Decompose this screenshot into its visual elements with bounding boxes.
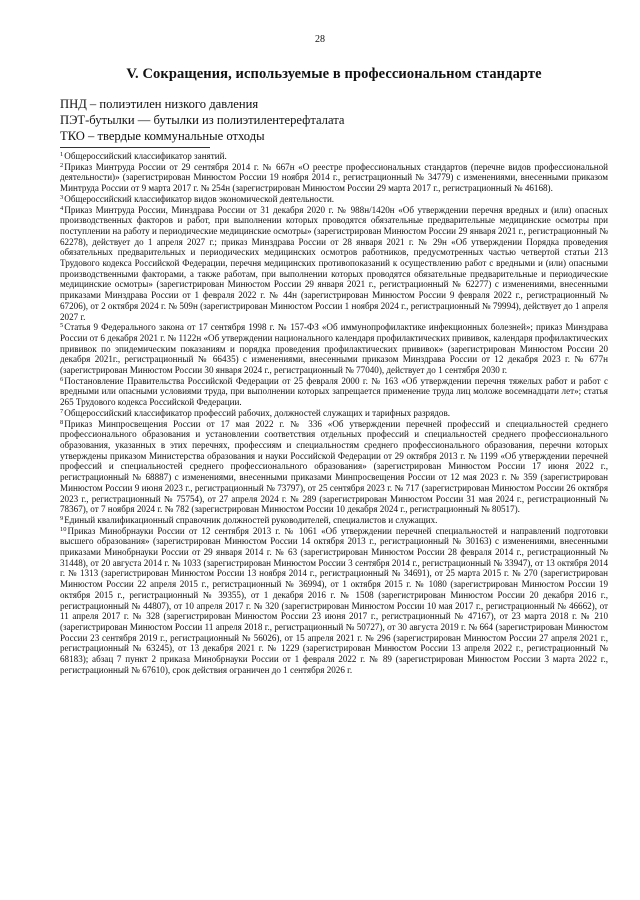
footnote — [60, 376, 608, 408]
footnote-text: Постановление Правительства Российской Федерации от 25 февраля 2000 г. № 163 «Об утверждении перечня тяжелых работ и работ с вредными или опасными условиями труда, при выполнении которых запрещается применение труда лиц моложе восемнадцати лет»; статья 265 Трудового кодекса Российской Федерации. — [60, 375, 608, 408]
footnote-text: Статья 9 Федерального закона от 17 сентября 1998 г. № 157-ФЗ «Об иммунопрофилактике инфекционных болезней»; приказ Минздрава России от 6 декабря 2021 г. № 1122н «Об утверждении национального календаря профилактических прививок, календаря профилактических прививок по эпидемическим показаниям и порядка проведения профилактических прививок» (зарегистрирован Минюстом России 20 декабря 2021г., регистрационный № 66435) с изменениями, внесенными приказом Минздрава России от 12 декабря 2023 г. № 677н (зарегистрирован Минюстом России 30 января 2024 г., регистрационный № 77040), действует до 1 сентября 2030 г. — [60, 322, 608, 376]
footnote-number: 6 — [60, 375, 64, 383]
footnotes — [60, 151, 608, 675]
abbreviation-item: ПЭТ-бутылки — бутылки из полиэтилентерефталата — [60, 113, 345, 127]
footnote-number: 9 — [60, 514, 64, 522]
footnote-number: 7 — [60, 407, 64, 415]
footnote-text: Приказ Минтруда России, Минздрава России от 31 декабря 2020 г. № 988н/1420н «Об утверждении перечня вредных и (или) опасных производственных факторов и работ, при выполнении которых проводятся обязательные предварительные медицинские осмотры при поступлении на работу и периодические медицинские осмотры» (зарегистрирован Минюстом России 29 января 2021 г., регистрационный № 62278), действует до 1 апреля 2027 г.; приказ Минздрава России от 28 января 2021 г. № 29н «Об утверждении Порядка проведения обязательных предварительных и периодических медицинских осмотров работников, предусмотренных частью четвертой статьи 213 Трудового кодекса Российской Федерации, перечня медицинских противопоказаний к осуществлению работ с вредными и (или) опасными производственными факторами, а также работам, при выполнении которых проводятся обязательные предварительные и периодические медицинские осмотры» (зарегистрирован Минюстом России 29 января 2021 г., регистрационный № 62277) с изменениями, внесенными приказами Минздрава России от 1 февраля 2022 г. № 44н (зарегистрирован Минюстом России 9 февраля 2022 г., регистрационный № 67206), от 2 октября 2024 г. № 509н (зарегистрирован Минюстом России 1 ноября 2024 г., регистрационный № 79994), действует до 1 апреля 2027 г. — [60, 204, 608, 322]
footnote-text: Единый квалификационный справочник должностей руководителей, специалистов и служащих. — [64, 514, 438, 525]
abbreviations-list — [60, 96, 608, 144]
footnote — [60, 526, 608, 676]
page-number: 28 — [315, 34, 325, 45]
section-title: V. Сокращения, используемые в профессиональном стандарте — [126, 66, 542, 82]
footnote — [60, 515, 608, 526]
footnote-number: 8 — [60, 418, 64, 426]
footnote-text: Общероссийский классификатор профессий рабочих, должностей служащих и тарифных разрядов. — [64, 407, 451, 418]
footnote — [60, 162, 608, 194]
footnote-number: 1 — [60, 151, 64, 158]
footnote-number: 4 — [60, 204, 64, 212]
footnote — [60, 419, 608, 515]
footnote — [60, 194, 608, 205]
footnote — [60, 205, 608, 323]
footnote-text: Общероссийский классификатор занятий. — [64, 151, 227, 161]
footnote-number: 10 — [60, 525, 67, 533]
footnote-number: 5 — [60, 322, 64, 330]
footnote — [60, 408, 608, 419]
footnote — [60, 322, 608, 376]
footnote-text: Приказ Минтруда России от 29 сентября 2014 г. № 667н «О реестре профессиональных стандартов (перечне видов профессиональной деятельности)» (зарегистрирован Минюстом России 19 ноября 2014 г., регистрационный № 34779) с изменениями, внесенными приказом Минтруда России от 9 марта 2017 г. № 254н (зарегистрирован Минюстом России 29 марта 2017 г., регистрационный № 46168). — [60, 161, 608, 194]
abbreviation-item: ПНД – полиэтилен низкого давления — [60, 97, 259, 111]
abbreviation-item: ТКО – твердые коммунальные отходы — [60, 129, 265, 143]
footnote-number: 3 — [60, 193, 64, 201]
footnote-text: Приказ Минобрнауки России от 12 сентября 2013 г. № 1061 «Об утверждении перечней специальностей и направлений подготовки высшего образования» (зарегистрирован Минюстом России 14 октября 2013 г., регистрационный № 30163) с изменениями, внесенными приказами Минобрнауки России от 29 января 2014 г. № 63 (зарегистрирован Минюстом России 28 февраля 2014 г., регистрационный № 31448), от 20 августа 2014 г. № 1033 (зарегистрирован Минюстом России 3 сентября 2014 г., регистрационный № 33947), от 13 октября 2014 г. № 1313 (зарегистрирован Минюстом России 13 ноября 2014 г., регистрационный № 34691), от 25 марта 2015 г. № 270 (зарегистрирован Минюстом России 22 апреля 2015 г., регистрационный № 36994), от 1 октября 2015 г. № 1080 (зарегистрирован Минюстом России 19 октября 2015 г., регистрационный № 39355), от 1 декабря 2016 г. № 1508 (зарегистрирован Минюстом России 20 декабря 2016 г., регистрационный № 44807), от 10 апреля 2017 г. № 320 (зарегистрирован Минюстом России 10 мая 2017 г., регистрационный № 46662), от 11 апреля 2017 г. № 328 (зарегистрирован Минюстом России 23 июня 2017 г., регистрационный № 47167), от 23 марта 2018 г. № 210 (зарегистрирован Минюстом России 11 апреля 2018 г., регистрационный № 50727), от 30 августа 2019 г. № 664 (зарегистрирован Минюстом России 23 сентября 2019 г., регистрационный № 56026), от 15 апреля 2021 г. № 296 (зарегистрирован Минюстом России 27 апреля 2021 г., регистрационный № 63245), от 13 декабря 2021 г. № 1229 (зарегистрирован Минюстом России 13 апреля 2022 г., регистрационный № 68183); абзац 7 пункт 2 приказа Минобрнауки России от 1 февраля 2022 г. № 89 (зарегистрирован Минюстом России 3 марта 2022 г., регистрационный № 67610), срок действия ограничен до 1 сентября 2026 г. — [60, 525, 608, 675]
footnote-text: Приказ Минпросвещения России от 17 мая 2022 г. № 336 «Об утверждении перечней профессий и специальностей среднего профессионального образования и установлении соответствия отдельных профессий и специальностей среднего профессионального образования, указанных в этих перечнях, профессиям и специальностям среднего профессионального образования, перечни которых утверждены приказом Министерства образования и науки Российской Федерации от 29 октября 2013 г. № 1199 «Об утверждении перечней профессий и специальностей среднего профессионального образования» (зарегистрирован Минюстом России 17 июня 2022 г., регистрационный № 68887) с изменениями, внесенными приказами Минпросвещения России от 12 мая 2023 г. № 359 (зарегистрирован Минюстом России 9 июня 2023 г., регистрационный № 73797), от 25 сентября 2023 г. № 717 (зарегистрирован Минюстом России 26 октября 2023 г., регистрационный № 75754), от 27 апреля 2024 г. № 289 (зарегистрирован Минюстом России 31 мая 2024 г., регистрационный № 78367), от 7 ноября 2024 г. № 782 (зарегистрирован Минюстом России 10 декабря 2024 г., регистрационный № 80517). — [60, 418, 608, 515]
footnote-separator — [60, 147, 210, 148]
footnote — [60, 151, 608, 162]
footnote-text: Общероссийский классификатор видов экономической деятельности. — [64, 193, 335, 204]
footnote-number: 2 — [60, 161, 64, 169]
